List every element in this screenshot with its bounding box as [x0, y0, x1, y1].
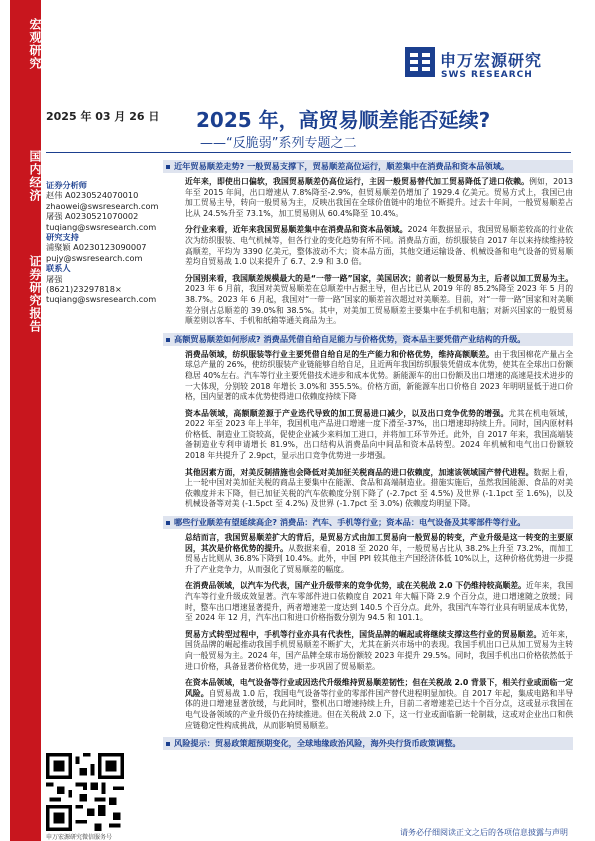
liaison-name: 屠强: [46, 273, 63, 284]
sidebar-label-domestic: 国内经济: [28, 150, 42, 202]
qr-code-icon: [46, 753, 124, 831]
report-body: [163, 160, 573, 754]
paragraph: 分行业来看，近年来我国贸易顺差集中在消费品和资本品领域。2024 年数据显示，我国贸易顺差较高的行业依次为纺织服装、电气机械等，但各行业的变化趋势有所不同。消费品方面，纺织服装自 2017 年以来持续维持较高顺差，平均为 3390 亿美元，整体波动不大；资本品方面，其他交通运输设备、机械设备和电气设备的贸易顺差均自贸易战 1.0 以来提升了 6.7、2.9 和 3.0 倍。: [185, 225, 574, 267]
brand-name-cn: 申万宏源研究: [440, 51, 543, 70]
header-divider: [46, 152, 571, 153]
brand-name-en: SWS RESEARCH: [441, 70, 533, 80]
bullet-square-icon: [166, 165, 170, 169]
paragraph: 贸易方式转型过程中，手机等行业亦具有代表性，国货品牌的崛起或将继续支撑这些行业的贸易顺差。近年来，国货品牌的崛起推动我国手机贸易顺差不断扩大，尤其在新兴市场中的表现。我国手机出口已从加工贸易为主转向一般贸易为主。2024 年，国产品牌全球市场份额较 2023 年提升 29.5%。同时，我国手机出口价格依然低于进口价格，具备显著价格优势，进一步巩固了贸易顺差。: [185, 629, 573, 671]
liaison-email[interactable]: tuqiang@swsresearch.com: [46, 294, 157, 305]
analyst-line: 屠强 A0230521070002: [46, 211, 139, 222]
analyst-line: 赵伟 A0230524070010: [46, 190, 139, 201]
paragraph: 分国别来看，我国顺差规模最大的是“一带一路”国家，美国居次；前者以一般贸易为主，后者以加工贸易为主。2023 年 6 月前，我国对美贸易顺差在总顺差中占据主导，但占比已从 2019 年的 85.2%降至 2023 年 5 月的 38.7%。2023 年 6 月起，我国对“一带一路”国家的顺差首次超过对美顺差。目前，对“一带一路”国家和对美顺差分别占总顺差的 39.0%和 38.5%。其中，对美加工贸易顺差主要集中在手机和电脑；对新兴国家的一般贸易顺差则以客车、手机和纸箱等通关商品为主。: [185, 273, 573, 326]
sidebar-label-macro: 宏观研究: [28, 18, 42, 70]
assistant-email[interactable]: pujy@swsresearch.com: [46, 252, 143, 263]
sidebar-label-report: 证券研究报告: [28, 255, 42, 333]
assistant-heading: 研究支持: [46, 232, 79, 243]
liaison-heading: 联系人: [46, 263, 71, 274]
sws-logo-icon: [405, 47, 435, 77]
liaison-phone: (8621)23297818×: [46, 284, 122, 295]
bullet-square-icon: [166, 338, 170, 342]
risk-heading: 风险提示：贸易政策超预期变化，全球地缘政治风险，海外央行货币政策调整。: [163, 737, 573, 750]
paragraph: 在消费品领域，以汽车为代表，国产业升级带来的竞争优势，或在关税战 2.0 下仍维持较高顺差。近年来，我国汽车等行业升级成效显著。汽车零部件进口依赖度自 2021 年大幅下降 2.9 个百分点，进口增速随之放缓；同时，整车出口增速显著提升，两者增速差一度达到 140.5 个百分点。此外，我国汽车等行业具有明显成本优势，至 2024 年 12 月，汽车出口和进口价格指数分别为 94.5 和 101.1。: [185, 581, 573, 623]
section-heading: 近年贸易顺差走势? 一般贸易支撑下，贸易顺差高位运行，顺差集中在消费品和资本品领域。: [163, 160, 573, 173]
bullet-square-icon: [166, 521, 170, 525]
sidebar-strip: [10, 0, 41, 841]
paragraph: 总结而言，我国贸易顺差扩大的背后，是贸易方式由加工贸易向一般贸易的转变，产业升级是这一转变的主要原因，其次是价格优势的提升。从数据来看，2018 至 2020 年，一般贸易占比从 38.2%上升至 73.2%，而加工贸易占比则从 36.8%下降到 10.4%。此外，中国 PPI 较其他主产国经济体低 10%以上，这种价格优势进一步提升了产业竞争力，从而强化了贸易顺差的幅度。: [185, 533, 573, 574]
analyst-email[interactable]: zhaowei@swsresearch.com: [46, 200, 159, 211]
section-heading: 哪些行业顺差有望延续高企? 消费品：汽车、手机等行业；资本品：电气设备及其零部件等行业。: [163, 516, 573, 529]
bullet-square-icon: [166, 742, 170, 746]
analyst-email[interactable]: tuqiang@swsresearch.com: [46, 221, 157, 232]
report-date: 2025 年 03 月 26 日: [46, 110, 160, 123]
section-heading: 高额贸易顺差如何形成? 消费品凭借自给自足能力与价格优势，资本品主要凭借产业结构的升级。: [163, 333, 573, 346]
page-title: 2025 年，高贸易顺差能否延续?: [196, 108, 491, 132]
paragraph: 消费品领域，纺织服装等行业主要凭借自给自足的生产能力和价格优势，维持高额顺差。由于我国棉花产量占全球总产量的 26%，使纺织服装产业链能够自给自足，且近两年我国纺织服装凭借成本优势，使其在全球出口份额稳居 40%左右。汽车等行业主要凭借技术进步和成本优势。新能源车的出口份额及出口增速的高速是技术进步的一大体现，分别较 2018 年增长 3.0%和 355.5%。价格方面，新能源车出口价格自 2023 年明明显低于进口价格，国内显著的成本优势使得进口依赖度持续下降: [185, 349, 574, 402]
paragraph: 其他因素方面，对美反制措施也会降低对美加征关税商品的进口依赖度，加速该领域国产替代进程。数据上看，上一轮中国对美加征关税的商品主要集中在能源、食品和高端制造业。措施实施后，虽然我国能源、食品的对美依赖度并未下降，但已加征关税的汽车依赖度分别下降了 (-2.7pct 至 4.5%) 及世界 (-1.1pct 至 1.6%)，以及机械设备等对美 (-1.5pct 至 4.2%) 及世界 (-1.7pct 至 3.0%) 依赖度均明显下降。: [185, 467, 573, 509]
paragraph: 在资本品领域，电气设备等行业或因迭代升级维持贸易顺差韧性；但在关税战 2.0 背景下，相关行业或面临一定风险。自贸易战 1.0 后，我国电气设备等行业的零部件国产替代进程明显加快。自 2017 年起，集成电路和半导体的进口增速显著放缓，与此同时，整机出口增速持续上升，目前二者增速差已达十个百分点，这或显示我国在电气设备领域的产业升级仍在持续推进。但在关税战 2.0 下，这一行业或面临新一轮制裁，这或对企业出口和供应链稳定性构成挑战，从而影响贸易顺差。: [185, 678, 574, 730]
page-subtitle: ——“反脆弱”系列专题之二: [200, 136, 357, 151]
assistant-line: 浦聚颖 A0230123090007: [46, 242, 147, 253]
qr-caption: 申万宏源研究微信服务号: [46, 834, 113, 841]
contact-panel: [46, 180, 161, 305]
analysts-heading: 证券分析师: [46, 180, 87, 190]
paragraph: 近年来，即使出口偏软，我国贸易顺差仍高位运行，主因一般贸易替代加工贸易降低了进口依赖。例如，2013 年至 2015 年间，出口增速从 7.8%降至-2.9%，但贸易顺差仍增加了 1929.4 亿美元。贸易方式上，我国已由加工贸易主导，转向一般贸易为主，反映出我国在全球价值链中的地位不断提升。过去十年间，一般贸易顺差占比从 24.5%升至 73.1%，加工贸易则从 60.4%降至 10.4%。: [185, 177, 574, 218]
disclaimer-link[interactable]: 请务必仔细阅读正文之后的各项信息披露与声明: [400, 828, 568, 837]
paragraph: 资本品领域，高额顺差源于产业迭代导致的加工贸易进口减少，以及出口竞争优势的增强。尤其在机电领域，2022 年至 2023 年上半年，我国机电产品进口增速一度下滑至-37%，出口增速却持续上升。同时，国内原材料价格低、制造业工资较高，促使企业减少来料加工进口，并将加工环节外迁。此外，自 2017 年来，我国高端装备制造业专利申请增长 81.9%，出口结构从消费品向中间品和资本品转型。2024 年机械和电气出口份额较 2018 年共提升了 2.9pct，显示出口竞争优势进一步增强。: [185, 408, 574, 461]
